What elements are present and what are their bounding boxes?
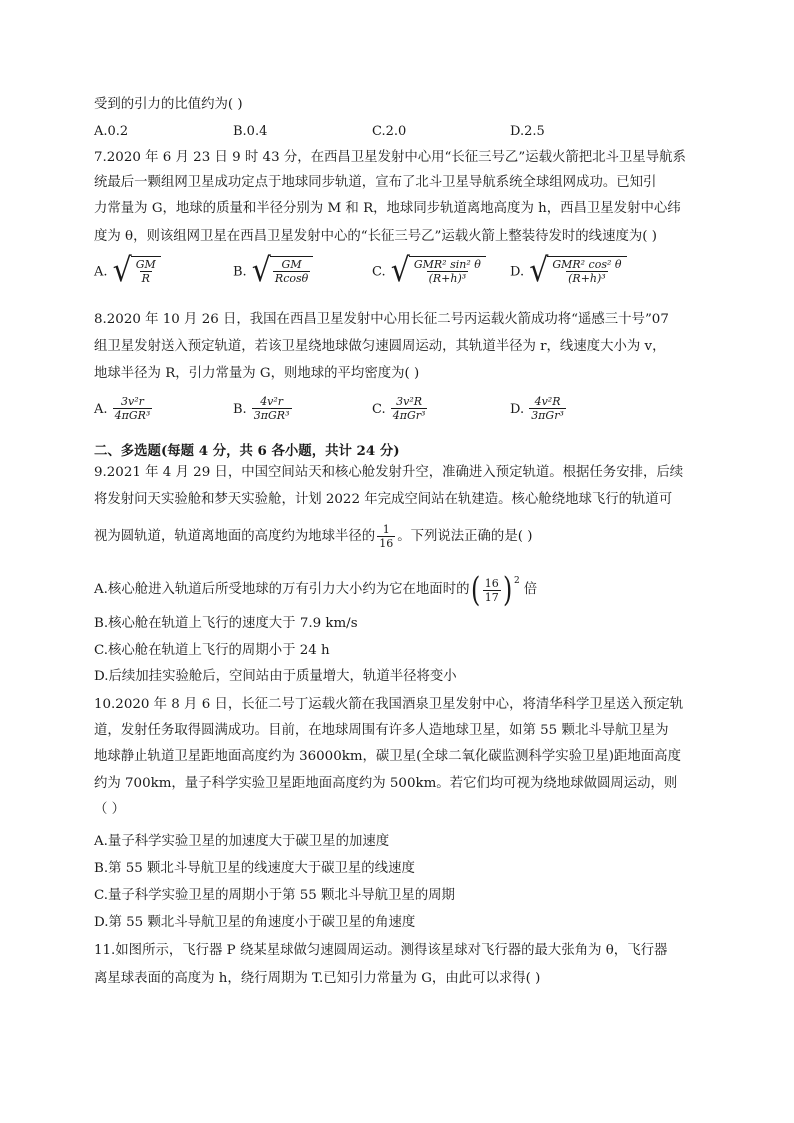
q7-line-1: 7.2020 年 6 月 23 日 9 时 43 分，在西昌卫星发射中心用“长征三号乙”运载火箭把北斗卫星导航系 (94, 150, 686, 165)
q9-fraction-numerator: 1 (382, 523, 390, 536)
q9-option-a: A.核心舱进入轨道后所受地球的万有引力大小约为它在地面时的 ( $\frac{16}{17}$ ) 2 倍 (94, 570, 538, 610)
q9-a-fraction-denominator: 17 (484, 590, 499, 604)
q8-line-2: 组卫星发射送入预定轨道，若该卫星绕地球做匀速圆周运动，其轨道半径为 r，线速度大小为 v， (94, 339, 666, 354)
q8-line-3: 地球半径为 R，引力常量为 G，则地球的平均密度为( ) (94, 366, 420, 381)
q8-c-denominator: 4πGr³ (392, 409, 426, 422)
q11-line-1: 11.如图所示，飞行器 P 绕某星球做匀速圆周运动。测得该星球对飞行器的最大张角为 θ，飞行器 (94, 943, 668, 958)
q9-option-b: B.核心舱在轨道上飞行的速度大于 7.9 km/s (94, 616, 358, 631)
option-label: D. (510, 402, 525, 417)
q9-line-2: 将发射问天实验舱和梦天实验舱，计划 2022 年完成空间站在轨建造。核心舱绕地球飞行的轨道可 (94, 492, 673, 507)
q9-option-c: C.核心舱在轨道上飞行的周期小于 24 h (94, 643, 330, 658)
q9-line-3-tail: 。下列说法正确的是( ) (397, 528, 533, 544)
q10-option-c: C.量子科学实验卫星的周期小于第 55 颗北斗导航卫星的周期 (94, 888, 455, 903)
q8-a-numerator: 3v²r (121, 395, 144, 408)
q8-b-denominator: 3πGR³ (253, 409, 290, 422)
option-label: C. (372, 402, 386, 417)
q8-option-c (372, 395, 427, 422)
q7-option-d: D. √ $\frac{\text{GMR² cos² θ}}{\text{(R+h)³}}$ (510, 256, 627, 286)
q7-b-denominator: Rcosθ (274, 272, 309, 285)
q8-d-denominator: 3πGr³ (531, 409, 564, 422)
q8-d-numerator: 4v²R (534, 395, 561, 408)
q10-option-a: A.量子科学实验卫星的加速度大于碳卫星的加速度 (94, 834, 390, 849)
q7-option-b: B. √ $\frac{GM}{Rcos\theta}$ (233, 256, 313, 286)
q7-d-numerator: GMR² cos² θ (552, 258, 622, 271)
q9-line-3 (94, 523, 532, 550)
q6-option-d: D.2.5 (510, 124, 545, 139)
q9-line-3-text: 视为圆轨道，轨道离地面的高度约为地球半径的 (94, 528, 376, 544)
q7-option-a: A. √ $\frac{GM}{R}$ (94, 256, 161, 286)
section-heading-multiple-choice: 二、多选题(每题 4 分，共 6 各小题，共计 24 分) (94, 443, 400, 459)
q10-line-3: 地球静止轨道卫星距地面高度约为 36000km，碳卫星(全球二氧化碳监测科学实验卫星)距地面高度 (94, 749, 681, 764)
q8-option-b (233, 395, 292, 422)
q9-a-exponent: 2 (514, 576, 520, 586)
q7-c-numerator: GMR² sin² θ (413, 258, 481, 271)
q9-fraction-denominator: 16 (379, 537, 394, 550)
q9-option-d: D.后续加挂实验舱后，空间站由于质量增大，轨道半径将变小 (94, 669, 457, 684)
option-label: C. (372, 264, 386, 280)
q11-line-2: 离星球表面的高度为 h，绕行周期为 T.已知引力常量为 G，由此可以求得( ) (94, 971, 541, 986)
option-label: B. (233, 264, 247, 280)
q8-c-numerator: 3v²R (396, 395, 423, 408)
option-label: A. (94, 264, 108, 280)
q10-line-2: 道，发射任务取得圆满成功。目前，在地球周围有许多人造地球卫星，如第 55 颗北斗导航卫星为 (94, 723, 669, 738)
q6-option-b: B.0.4 (233, 124, 268, 139)
q10-option-b: B.第 55 颗北斗导航卫星的线速度大于碳卫星的线速度 (94, 861, 415, 876)
q7-a-numerator: GM (135, 258, 156, 271)
option-label: B. (233, 402, 247, 417)
q8-line-1: 8.2020 年 10 月 26 日，我国在西昌卫星发射中心用长征二号丙运载火箭成功将“遥感三十号”07 (94, 312, 669, 327)
q7-c-denominator: (R+h)³ (428, 272, 467, 285)
q7-line-4: 度为 θ，则该组网卫星在西昌卫星发射中心的“长征三号乙”运载火箭上整装待发时的线速度为( ) (94, 229, 657, 244)
option-label: D. (510, 264, 525, 280)
q10-line-4: 约为 700km，量子科学实验卫星距地面高度约为 500km。若它们均可视为绕地球做圆周运动，则 (94, 776, 678, 791)
q8-b-numerator: 4v²r (260, 395, 284, 408)
q7-a-denominator: R (141, 272, 150, 285)
q9-option-a-text: A.核心舱进入轨道后所受地球的万有引力大小约为它在地面时的 (94, 582, 470, 597)
q6-option-c: C.2.0 (372, 124, 407, 139)
q7-d-denominator: (R+h)³ (568, 272, 606, 285)
q7-line-2: 统最后一颗组网卫星成功定点于地球同步轨道，宣布了北斗卫星导航系统全球组网成功。已知引 (94, 175, 657, 190)
q10-option-d: D.第 55 颗北斗导航卫星的角速度小于碳卫星的角速度 (94, 915, 416, 930)
q7-option-c: C. √ $\frac{\text{GMR² sin² θ}}{\text{(R+h)³}}$ (372, 256, 486, 286)
q8-option-d (510, 395, 566, 422)
q9-line-1: 9.2021 年 4 月 29 日，中国空间站天和核心舱发射升空，准确进入预定轨道。根据任务安排，后续 (94, 465, 684, 480)
q6-option-a: A.0.2 (94, 124, 129, 139)
q6-tail-text: 受到的引力的比值约为( ) (94, 97, 243, 112)
option-label: A. (94, 402, 108, 417)
q8-a-denominator: 4πGR³ (114, 409, 151, 422)
q7-b-numerator: GM (281, 258, 302, 271)
q10-line-1: 10.2020 年 8 月 6 日，长征二号丁运载火箭在我国酒泉卫星发射中心，将清华科学卫星送入预定轨 (94, 697, 684, 712)
q7-line-3: 力常量为 G，地球的质量和半径分别为 M 和 R，地球同步轨道离地高度为 h，西昌卫星发射中心纬 (94, 201, 681, 216)
q9-option-a-tail: 倍 (523, 582, 538, 597)
q10-line-5: （ ） (94, 802, 126, 817)
q9-a-fraction-numerator: 16 (484, 576, 499, 590)
q8-option-a (94, 395, 152, 422)
